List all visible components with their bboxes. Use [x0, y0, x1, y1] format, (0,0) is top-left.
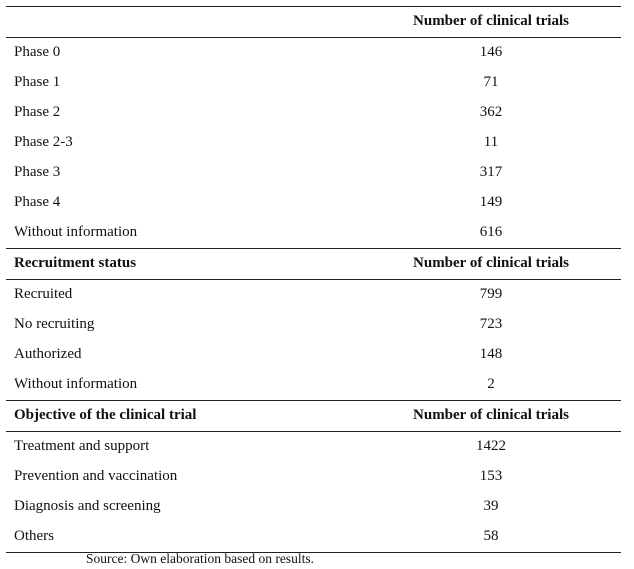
- row-label: Without information: [14, 224, 138, 240]
- table-row: [6, 462, 621, 492]
- row-value: 11: [483, 134, 499, 150]
- row-label: Others: [14, 528, 54, 544]
- row-value: 799: [479, 286, 503, 302]
- row-label: Phase 3: [14, 164, 61, 180]
- clinical-trials-table: [6, 6, 621, 553]
- header-value-phase: Number of clinical trials: [413, 13, 569, 29]
- header-value-objective: Number of clinical trials: [413, 407, 569, 423]
- table-row: [6, 340, 621, 370]
- row-value: 1422: [476, 438, 506, 454]
- table-header-objective: [6, 401, 621, 432]
- row-label: Phase 0: [14, 44, 61, 60]
- row-label: Phase 1: [14, 74, 61, 90]
- table-row: [6, 158, 621, 188]
- row-value: 2: [487, 376, 495, 392]
- row-label: Diagnosis and screening: [14, 498, 161, 514]
- table-row: [6, 188, 621, 218]
- table-row: [6, 432, 621, 462]
- table-header-recruitment: [6, 249, 621, 280]
- header-label-recruitment: Recruitment status: [14, 255, 137, 271]
- row-value: 149: [479, 194, 503, 210]
- table-header-phase: [6, 6, 621, 38]
- row-label: Without information: [14, 376, 138, 392]
- row-label: Prevention and vaccination: [14, 468, 178, 484]
- table-row: [6, 218, 621, 249]
- row-label: Phase 2-3: [14, 134, 73, 150]
- row-value: 723: [479, 316, 503, 332]
- row-label: Phase 2: [14, 104, 61, 120]
- row-label: Treatment and support: [14, 438, 150, 454]
- row-value: 146: [479, 44, 503, 60]
- source-note: Source: Own elaboration based on results.: [86, 551, 314, 566]
- row-value: 362: [479, 104, 503, 120]
- table-row: [6, 492, 621, 522]
- table-row: [6, 68, 621, 98]
- header-value-recruitment: Number of clinical trials: [413, 255, 569, 271]
- row-label: Phase 4: [14, 194, 61, 210]
- row-label: Authorized: [14, 346, 82, 362]
- row-value: 148: [479, 346, 503, 362]
- table-row: [6, 98, 621, 128]
- table-row: [6, 310, 621, 340]
- row-value: 317: [479, 164, 503, 180]
- row-value: 39: [483, 498, 499, 514]
- row-label: No recruiting: [14, 316, 95, 332]
- table-row: [6, 522, 621, 553]
- table-row: [6, 280, 621, 310]
- table-row: [6, 128, 621, 158]
- row-value: 71: [483, 74, 499, 90]
- header-label-objective: Objective of the clinical trial: [14, 407, 197, 423]
- row-label: Recruited: [14, 286, 73, 302]
- row-value: 153: [479, 468, 503, 484]
- row-value: 616: [479, 224, 503, 240]
- table-row: [6, 38, 621, 68]
- row-value: 58: [483, 528, 499, 544]
- table-row: [6, 370, 621, 401]
